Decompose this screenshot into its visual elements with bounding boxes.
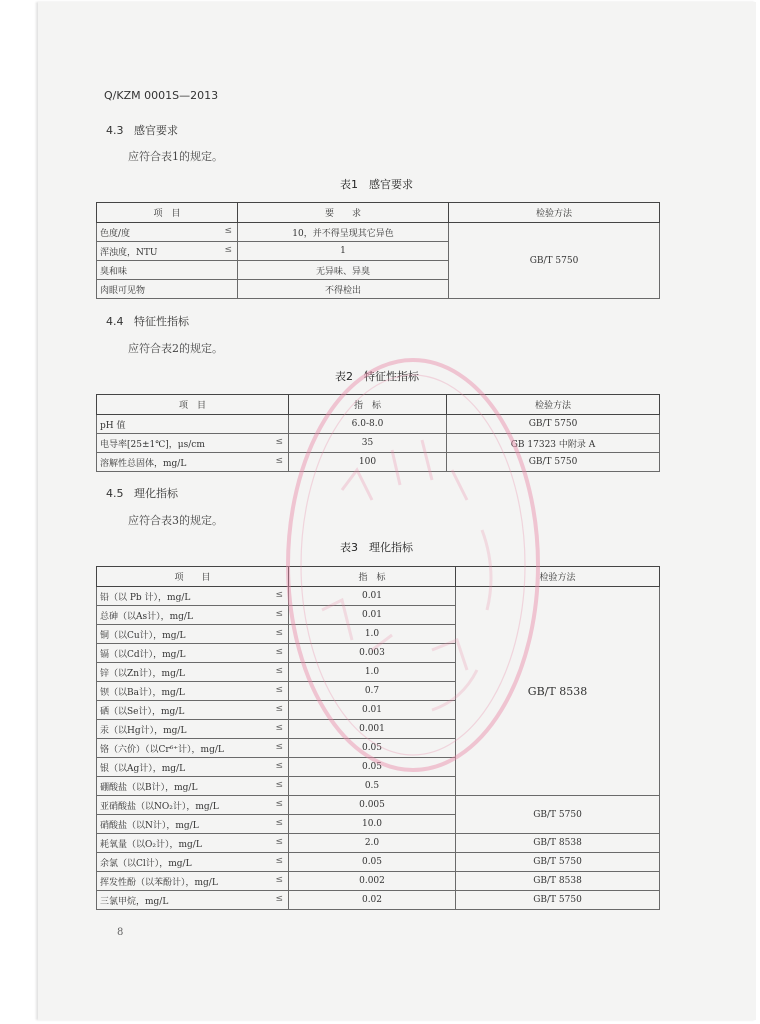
header-cell: 要 求 [238, 203, 449, 223]
item-cell [97, 720, 289, 739]
limit-symbol: ≤ [275, 779, 283, 790]
value-cell: 0.05 [289, 739, 456, 758]
item-cell [97, 682, 289, 701]
item-label: 镉（以Cd计），mg/L [100, 649, 186, 660]
item-label: 色度/度 [100, 228, 131, 239]
table-row [97, 796, 660, 815]
item-cell [97, 834, 289, 853]
item-label: 臭和味 [100, 266, 128, 277]
section-4-3-heading [106, 122, 178, 138]
item-label: 耗氧量（以O₂计），mg/L [100, 839, 202, 850]
item-label: 挥发性酚（以苯酚计），mg/L [100, 877, 218, 888]
item-label: 铬（六价）（以Cr⁶⁺计），mg/L [100, 744, 224, 755]
limit-symbol: ≤ [275, 703, 283, 714]
item-label: 银（以Ag计），mg/L [100, 763, 186, 774]
section-4-3-paragraph: 应符合表1的规定。 [128, 150, 223, 163]
value-cell: 0.005 [289, 796, 456, 815]
value-cell: 6.0-8.0 [289, 415, 447, 434]
value-cell: 0.05 [289, 758, 456, 777]
limit-symbol: ≤ [224, 225, 232, 236]
table-row [97, 834, 660, 853]
value-cell: 0.01 [289, 701, 456, 720]
item-label: 汞（以Hg计），mg/L [100, 725, 187, 736]
table-header-row [97, 567, 660, 587]
value-cell: 0.001 [289, 720, 456, 739]
header-cell: 项 目 [97, 395, 289, 415]
table-row [97, 872, 660, 891]
value-cell: 0.7 [289, 682, 456, 701]
table-row [97, 223, 660, 242]
item-cell [97, 223, 238, 242]
method-cell-group-2: GB/T 5750 [456, 796, 660, 834]
value-cell: 1.0 [289, 625, 456, 644]
value-cell: 10.0 [289, 815, 456, 834]
table-1-caption: 表1 感官要求 [340, 178, 413, 191]
header-cell: 检验方法 [456, 567, 660, 587]
limit-symbol: ≤ [275, 874, 283, 885]
item-cell [97, 853, 289, 872]
section-number: 4.3 [106, 124, 124, 137]
method-cell: GB/T 5750 [447, 453, 660, 472]
item-label: 三氯甲烷，mg/L [100, 896, 169, 907]
value-cell: 0.05 [289, 853, 456, 872]
method-cell-group-1: GB/T 8538 [456, 587, 660, 796]
limit-symbol: ≤ [275, 646, 283, 657]
method-cell: GB/T 8538 [456, 834, 660, 853]
method-cell: GB/T 5750 [456, 891, 660, 910]
method-cell: GB/T 5750 [447, 415, 660, 434]
section-4-4-heading [106, 313, 189, 329]
page-number: 8 [117, 927, 124, 938]
limit-symbol: ≤ [275, 836, 283, 847]
item-cell [97, 644, 289, 663]
requirement-cell: 10，并不得呈现其它异色 [238, 223, 449, 242]
limit-symbol: ≤ [275, 760, 283, 771]
item-cell [97, 777, 289, 796]
requirement-cell: 1 [238, 242, 449, 261]
item-cell [97, 242, 238, 261]
value-cell: 0.01 [289, 587, 456, 606]
item-label: 锌（以Zn计），mg/L [100, 668, 185, 679]
section-title: 特征性指标 [134, 315, 189, 328]
table-row [97, 587, 660, 606]
table-row [97, 891, 660, 910]
table-3-caption: 表3 理化指标 [340, 541, 413, 554]
section-4-5-heading [106, 485, 178, 501]
value-cell: 100 [289, 453, 447, 472]
table-row [97, 853, 660, 872]
header-cell: 指 标 [289, 395, 447, 415]
item-label: 溶解性总固体，mg/L [100, 458, 187, 469]
item-cell [97, 587, 289, 606]
header-cell: 指 标 [289, 567, 456, 587]
item-cell [97, 891, 289, 910]
table-1 [96, 202, 660, 299]
requirement-cell: 无异味、异臭 [238, 261, 449, 280]
item-label: 铜（以Cu计），mg/L [100, 630, 186, 641]
item-label: 电导率[25±1℃]，μs/cm [100, 439, 205, 450]
table-header-row [97, 203, 660, 223]
limit-symbol: ≤ [275, 665, 283, 676]
value-cell: 0.002 [289, 872, 456, 891]
item-cell [97, 872, 289, 891]
standard-code-header: Q/KZM 0001S—2013 [104, 89, 219, 102]
section-4-5-paragraph: 应符合表3的规定。 [128, 514, 223, 527]
item-label: 浑浊度，NTU [100, 247, 158, 258]
item-label: 总砷（以As计），mg/L [100, 611, 193, 622]
table-2 [96, 394, 660, 472]
limit-symbol: ≤ [224, 244, 232, 255]
limit-symbol: ≤ [275, 608, 283, 619]
item-cell [97, 434, 289, 453]
section-4-4-paragraph: 应符合表2的规定。 [128, 342, 223, 355]
item-cell [97, 453, 289, 472]
item-cell [97, 663, 289, 682]
limit-symbol: ≤ [275, 798, 283, 809]
table-row [97, 415, 660, 434]
method-cell: GB/T 5750 [449, 223, 660, 299]
item-cell [97, 606, 289, 625]
limit-symbol: ≤ [275, 684, 283, 695]
item-label: 硒（以Se计），mg/L [100, 706, 185, 717]
item-cell [97, 625, 289, 644]
limit-symbol: ≤ [275, 817, 283, 828]
item-label: 硼酸盐（以B计），mg/L [100, 782, 198, 793]
item-cell [97, 701, 289, 720]
value-cell: 0.5 [289, 777, 456, 796]
requirement-cell: 不得检出 [238, 280, 449, 299]
value-cell: 0.003 [289, 644, 456, 663]
item-label: 肉眼可见物 [100, 285, 146, 296]
method-cell: GB 17323 中附录 A [447, 434, 660, 453]
limit-symbol: ≤ [275, 436, 283, 447]
limit-symbol: ≤ [275, 627, 283, 638]
item-label: 铅（以 Pb 计），mg/L [100, 592, 191, 603]
header-cell: 项 目 [97, 567, 289, 587]
section-number: 4.5 [106, 487, 124, 500]
value-cell: 0.02 [289, 891, 456, 910]
header-cell: 检验方法 [449, 203, 660, 223]
item-cell [97, 739, 289, 758]
value-cell: 1.0 [289, 663, 456, 682]
item-label: 硝酸盐（以N计），mg/L [100, 820, 199, 831]
section-title: 理化指标 [134, 487, 178, 500]
item-label: 余氯（以Cl计），mg/L [100, 858, 192, 869]
limit-symbol: ≤ [275, 722, 283, 733]
table-row [97, 453, 660, 472]
method-cell: GB/T 8538 [456, 872, 660, 891]
section-title: 感官要求 [134, 124, 178, 137]
item-cell [97, 796, 289, 815]
header-cell: 检验方法 [447, 395, 660, 415]
item-cell [97, 280, 238, 299]
header-cell: 项 目 [97, 203, 238, 223]
value-cell: 0.01 [289, 606, 456, 625]
section-number: 4.4 [106, 315, 124, 328]
limit-symbol: ≤ [275, 893, 283, 904]
limit-symbol: ≤ [275, 589, 283, 600]
item-cell [97, 261, 238, 280]
item-cell [97, 758, 289, 777]
table-row [97, 434, 660, 453]
item-cell: pH 值 [97, 415, 289, 434]
item-label: 亚硝酸盐（以NO₂计），mg/L [100, 801, 219, 812]
item-cell [97, 815, 289, 834]
table-2-caption: 表2 特征性指标 [335, 370, 419, 383]
limit-symbol: ≤ [275, 741, 283, 752]
method-cell: GB/T 5750 [456, 853, 660, 872]
item-label: 钡（以Ba计），mg/L [100, 687, 185, 698]
limit-symbol: ≤ [275, 855, 283, 866]
value-cell: 2.0 [289, 834, 456, 853]
value-cell: 35 [289, 434, 447, 453]
table-3 [96, 566, 660, 910]
table-header-row [97, 395, 660, 415]
limit-symbol: ≤ [275, 455, 283, 466]
